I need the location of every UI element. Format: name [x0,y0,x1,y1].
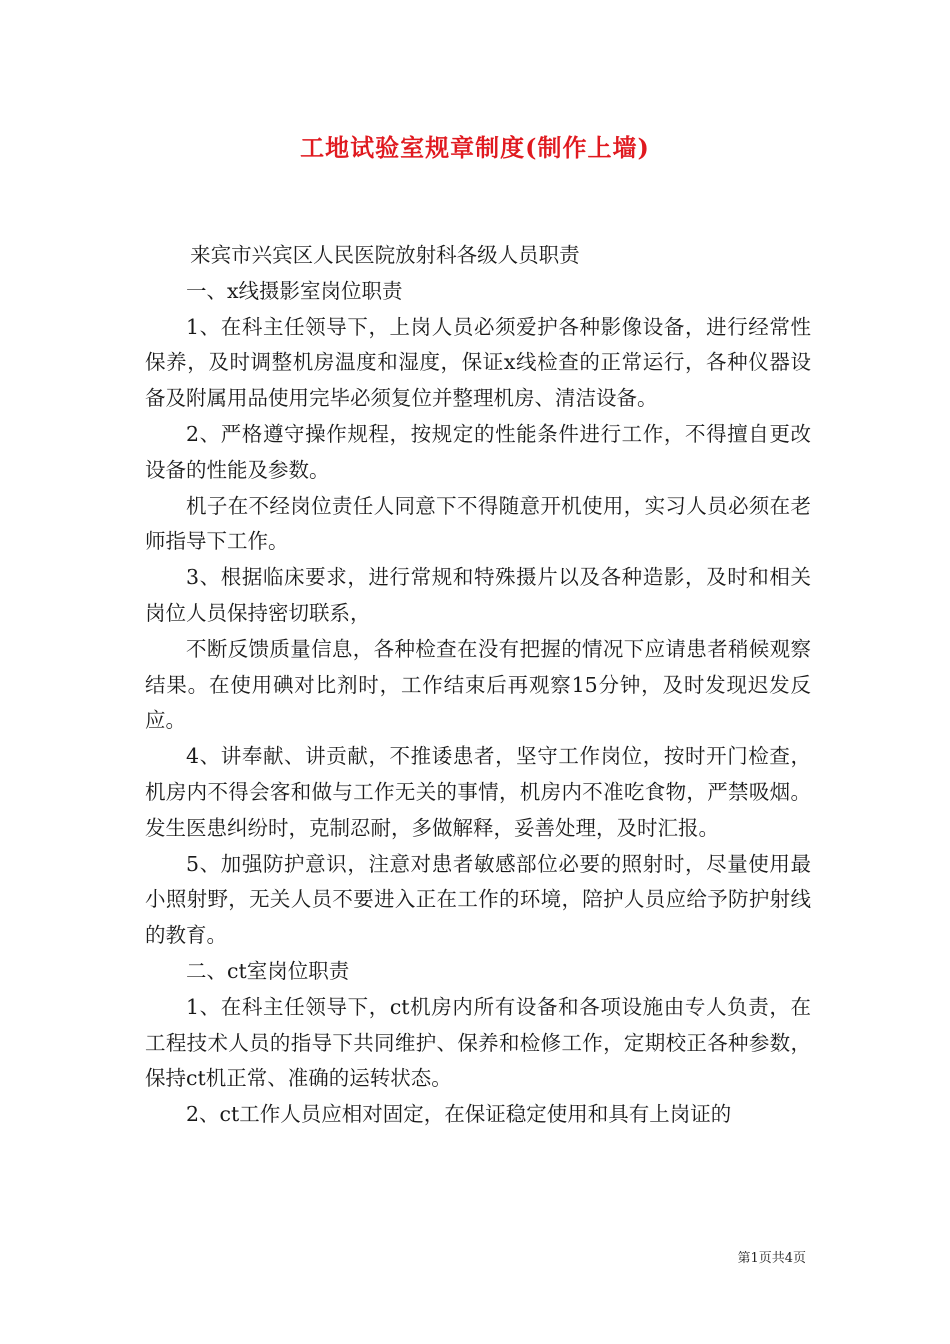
paragraph: 二、ct室岗位职责 [186,958,350,983]
paragraph: 4、讲奉献、讲贡献，不推诿患者，坚守工作岗位，按时开门检查，机房内不得会客和做与工作无关的事情，机房内不准吃食物，严禁吸烟。发生医患纠纷时，克制忍耐，多做解释，妥善处理，及时汇报。 [145,744,811,840]
paragraph: 2、ct工作人员应相对固定，在保证稳定使用和具有上岗证的 [186,1102,732,1127]
paragraph: 不断反馈质量信息，各种检查在没有把握的情况下应请患者稍候观察结果。在使用碘对比剂时，工作结束后再观察15分钟，及时发现迟发反应。 [145,636,811,733]
paragraph: 机子在不经岗位责任人同意下不得随意开机使用，实习人员必须在老师指导下工作。 [145,493,811,554]
paragraph: 5、加强防护意识，注意对患者敏感部位必要的照射时，尽量使用最小照射野，无关人员不要进入正在工作的环境，陪护人员应给予防护射线的教育。 [145,851,811,948]
paragraph: 2、严格遵守操作规程，按规定的性能条件进行工作，不得擅自更改设备的性能及参数。 [145,421,811,482]
paragraph: 1、在科主任领导下，上岗人员必须爱护各种影像设备，进行经常性保养，及时调整机房温度和湿度，保证x线检查的正常运行，各种仪器设备及附属用品使用完毕必须复位并整理机房、清洁设备。 [145,314,811,411]
section-heading: 来宾市兴宾区人民医院放射科各级人员职责 [190,243,580,267]
paragraph: 1、在科主任领导下，ct机房内所有设备和各项设施由专人负责，在工程技术人员的指导下共同维护、保养和检修工作，定期校正各种参数，保持ct机正常、准确的运转状态。 [145,994,811,1091]
paragraph: 一、x线摄影室岗位职责 [186,278,403,303]
document-body [145,238,811,1133]
paragraph: 3、根据临床要求，进行常规和特殊摄片以及各种造影，及时和相关岗位人员保持密切联系， [145,565,811,625]
page-number: 第1页共4页 [737,1251,806,1266]
document-title: 工地试验室规章制度(制作上墙) [300,133,650,162]
